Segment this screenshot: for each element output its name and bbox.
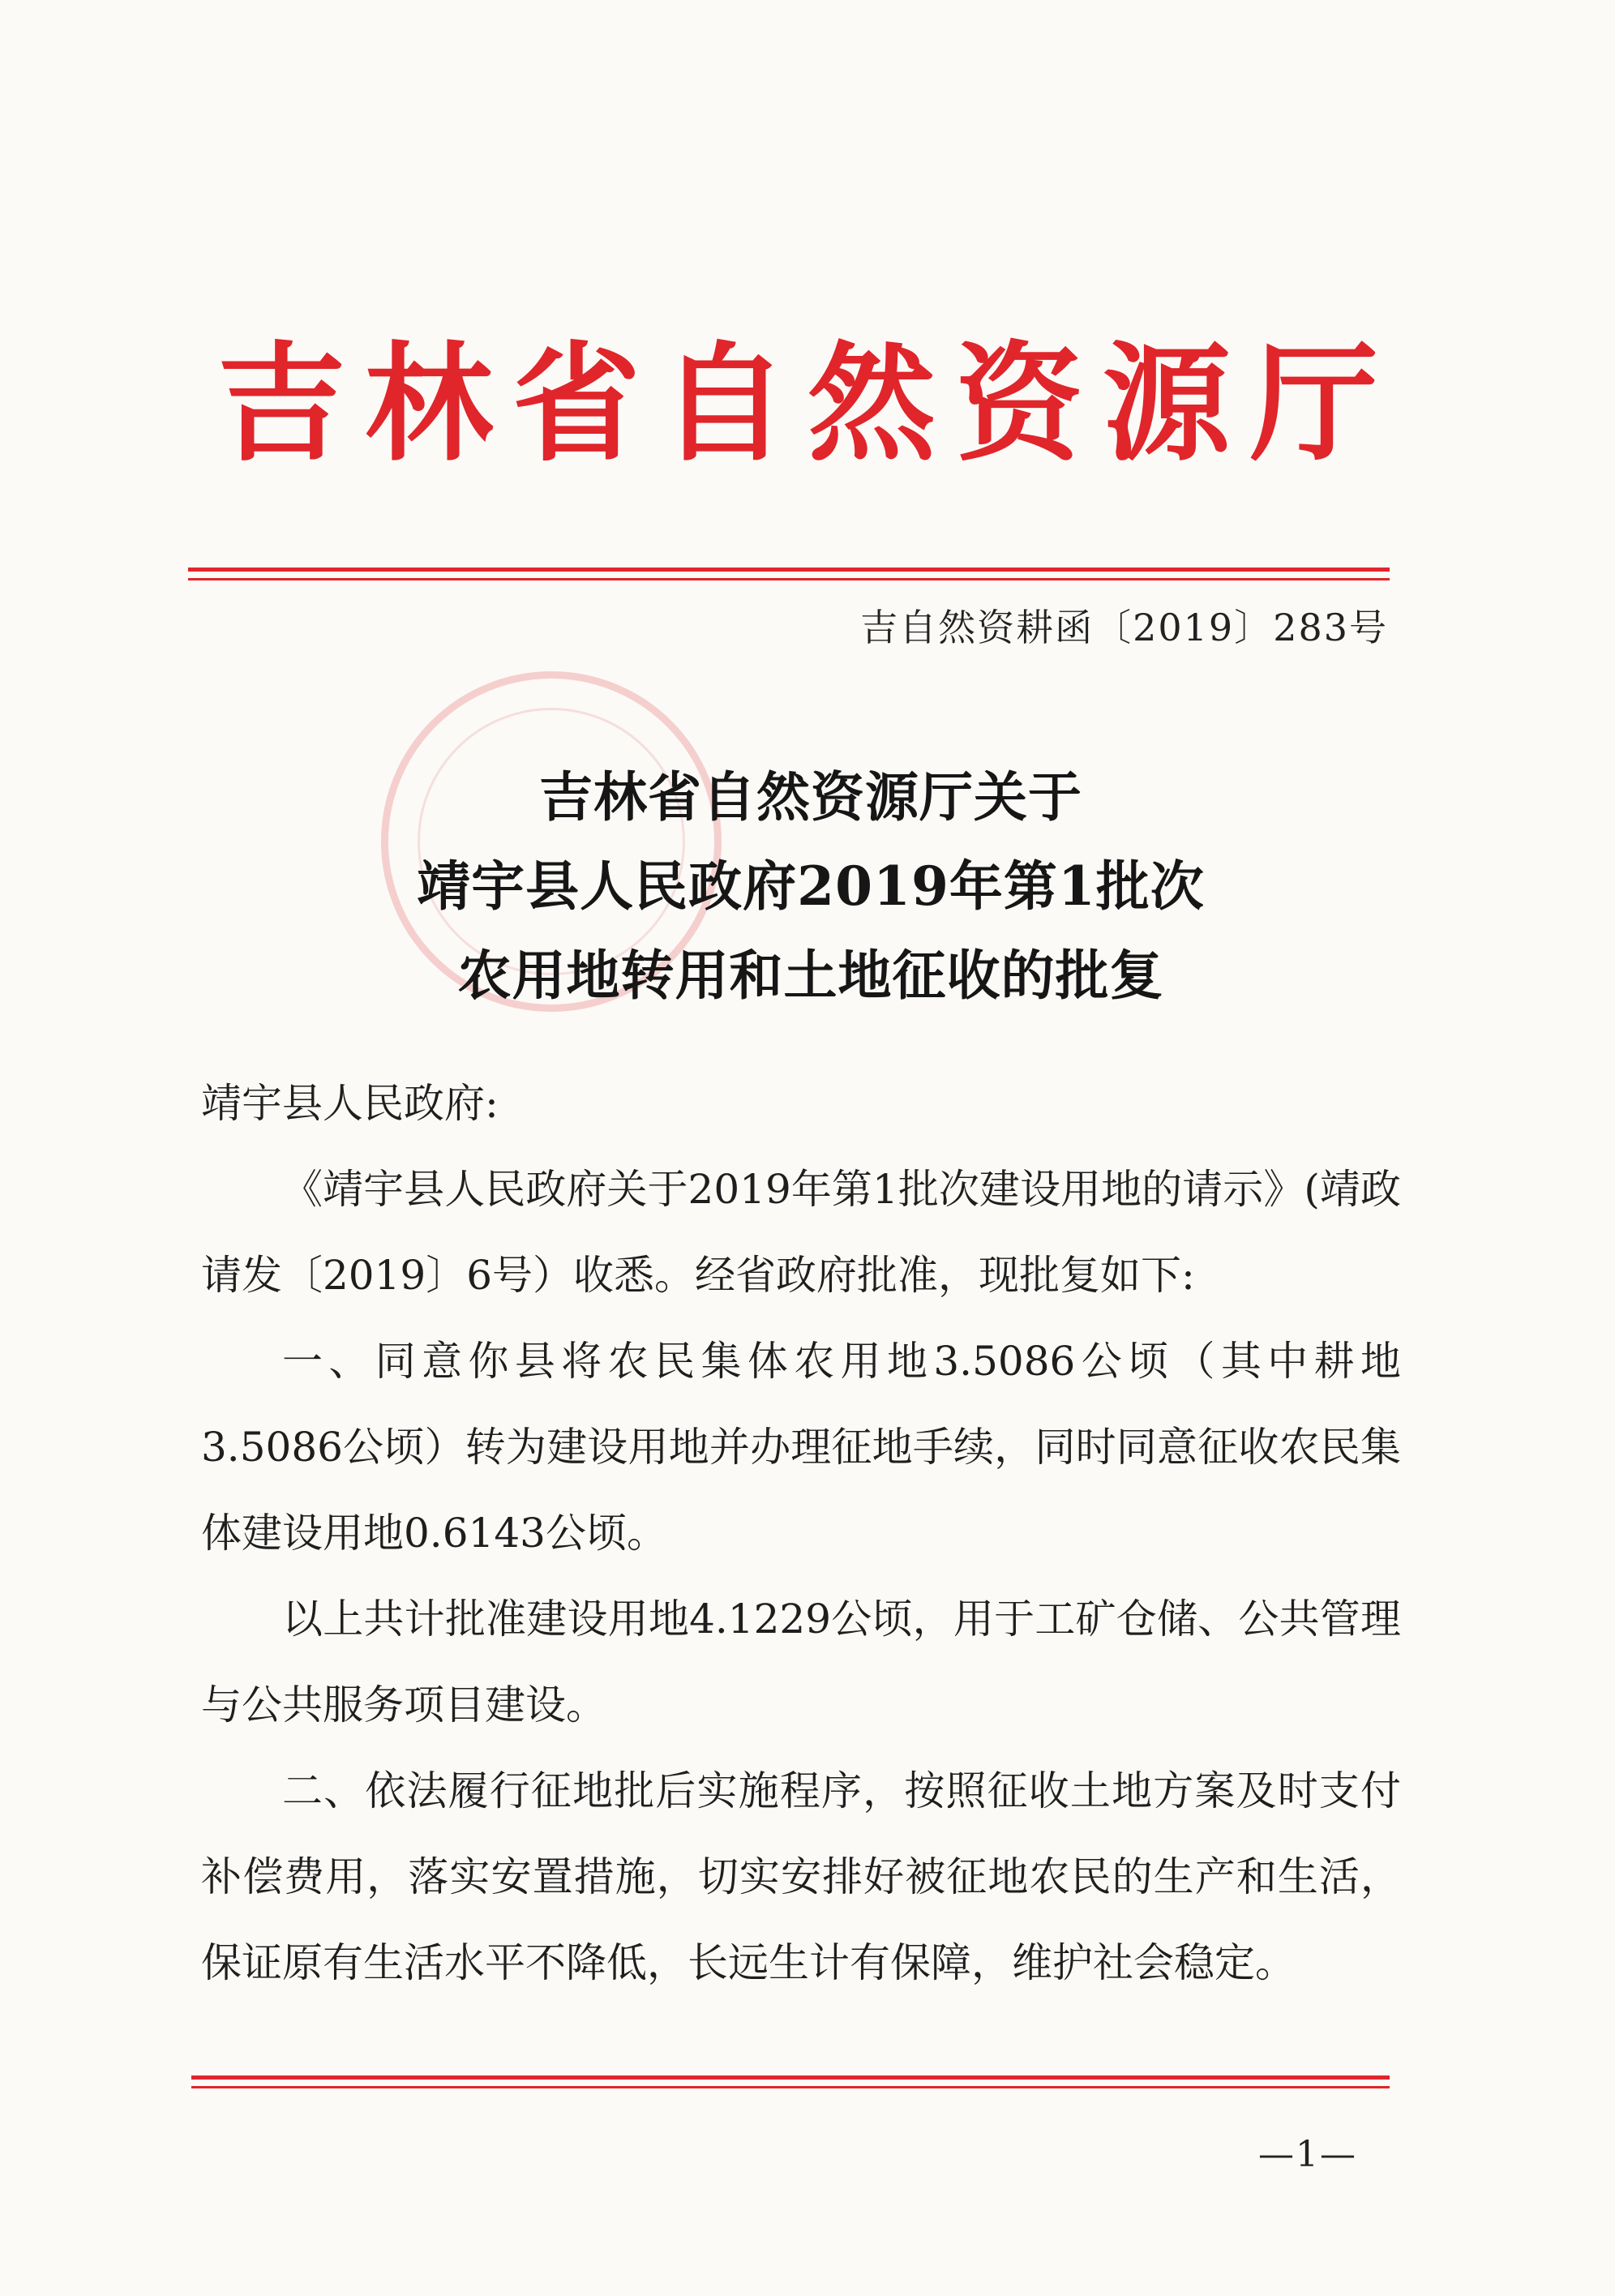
body-paragraph-4: 二、依法履行征地批后实施程序，按照征收土地方案及时支付补偿费用，落实安置措施，切实安排好被征地农民的生产和生活，保证原有生活水平不降低，长远生计有保障，维护社会稳定。 [201, 1767, 1401, 1986]
document-title-line-1: 吉林省自然资源厅关于 [539, 765, 1082, 829]
footer-rule [191, 2075, 1390, 2080]
page-number: —1— [1258, 2134, 1357, 2175]
body-paragraph-3: 以上共计批准建设用地4.1229公顷，用于工矿仓储、公共管理与公共服务项目建设。 [201, 1596, 1401, 1728]
document-number: 吉自然资耕函〔2019〕283号 [860, 606, 1388, 649]
footer-rule-thin [191, 2086, 1390, 2088]
header-rule-thin [188, 578, 1390, 580]
document-title-line-3: 农用地转用和土地征收的批复 [457, 944, 1164, 1007]
body-paragraph-1: 《靖宇县人民政府关于2019年第1批次建设用地的请示》(靖政请发〔2019〕6号）收悉。经省政府批准，现批复如下: [201, 1166, 1401, 1299]
salutation: 靖宇县人民政府: [201, 1080, 499, 1127]
masthead-title: 吉林省自然资源厅 [217, 329, 1398, 479]
body-paragraph-2: 一、同意你县将农民集体农用地3.5086公顷（其中耕地3.5086公顷）转为建设用地并办理征地手续，同时同意征收农民集体建设用地0.6143公顷。 [201, 1338, 1401, 1557]
document-title-line-2: 靖宇县人民政府2019年第1批次 [417, 855, 1205, 918]
header-rule [188, 568, 1390, 572]
